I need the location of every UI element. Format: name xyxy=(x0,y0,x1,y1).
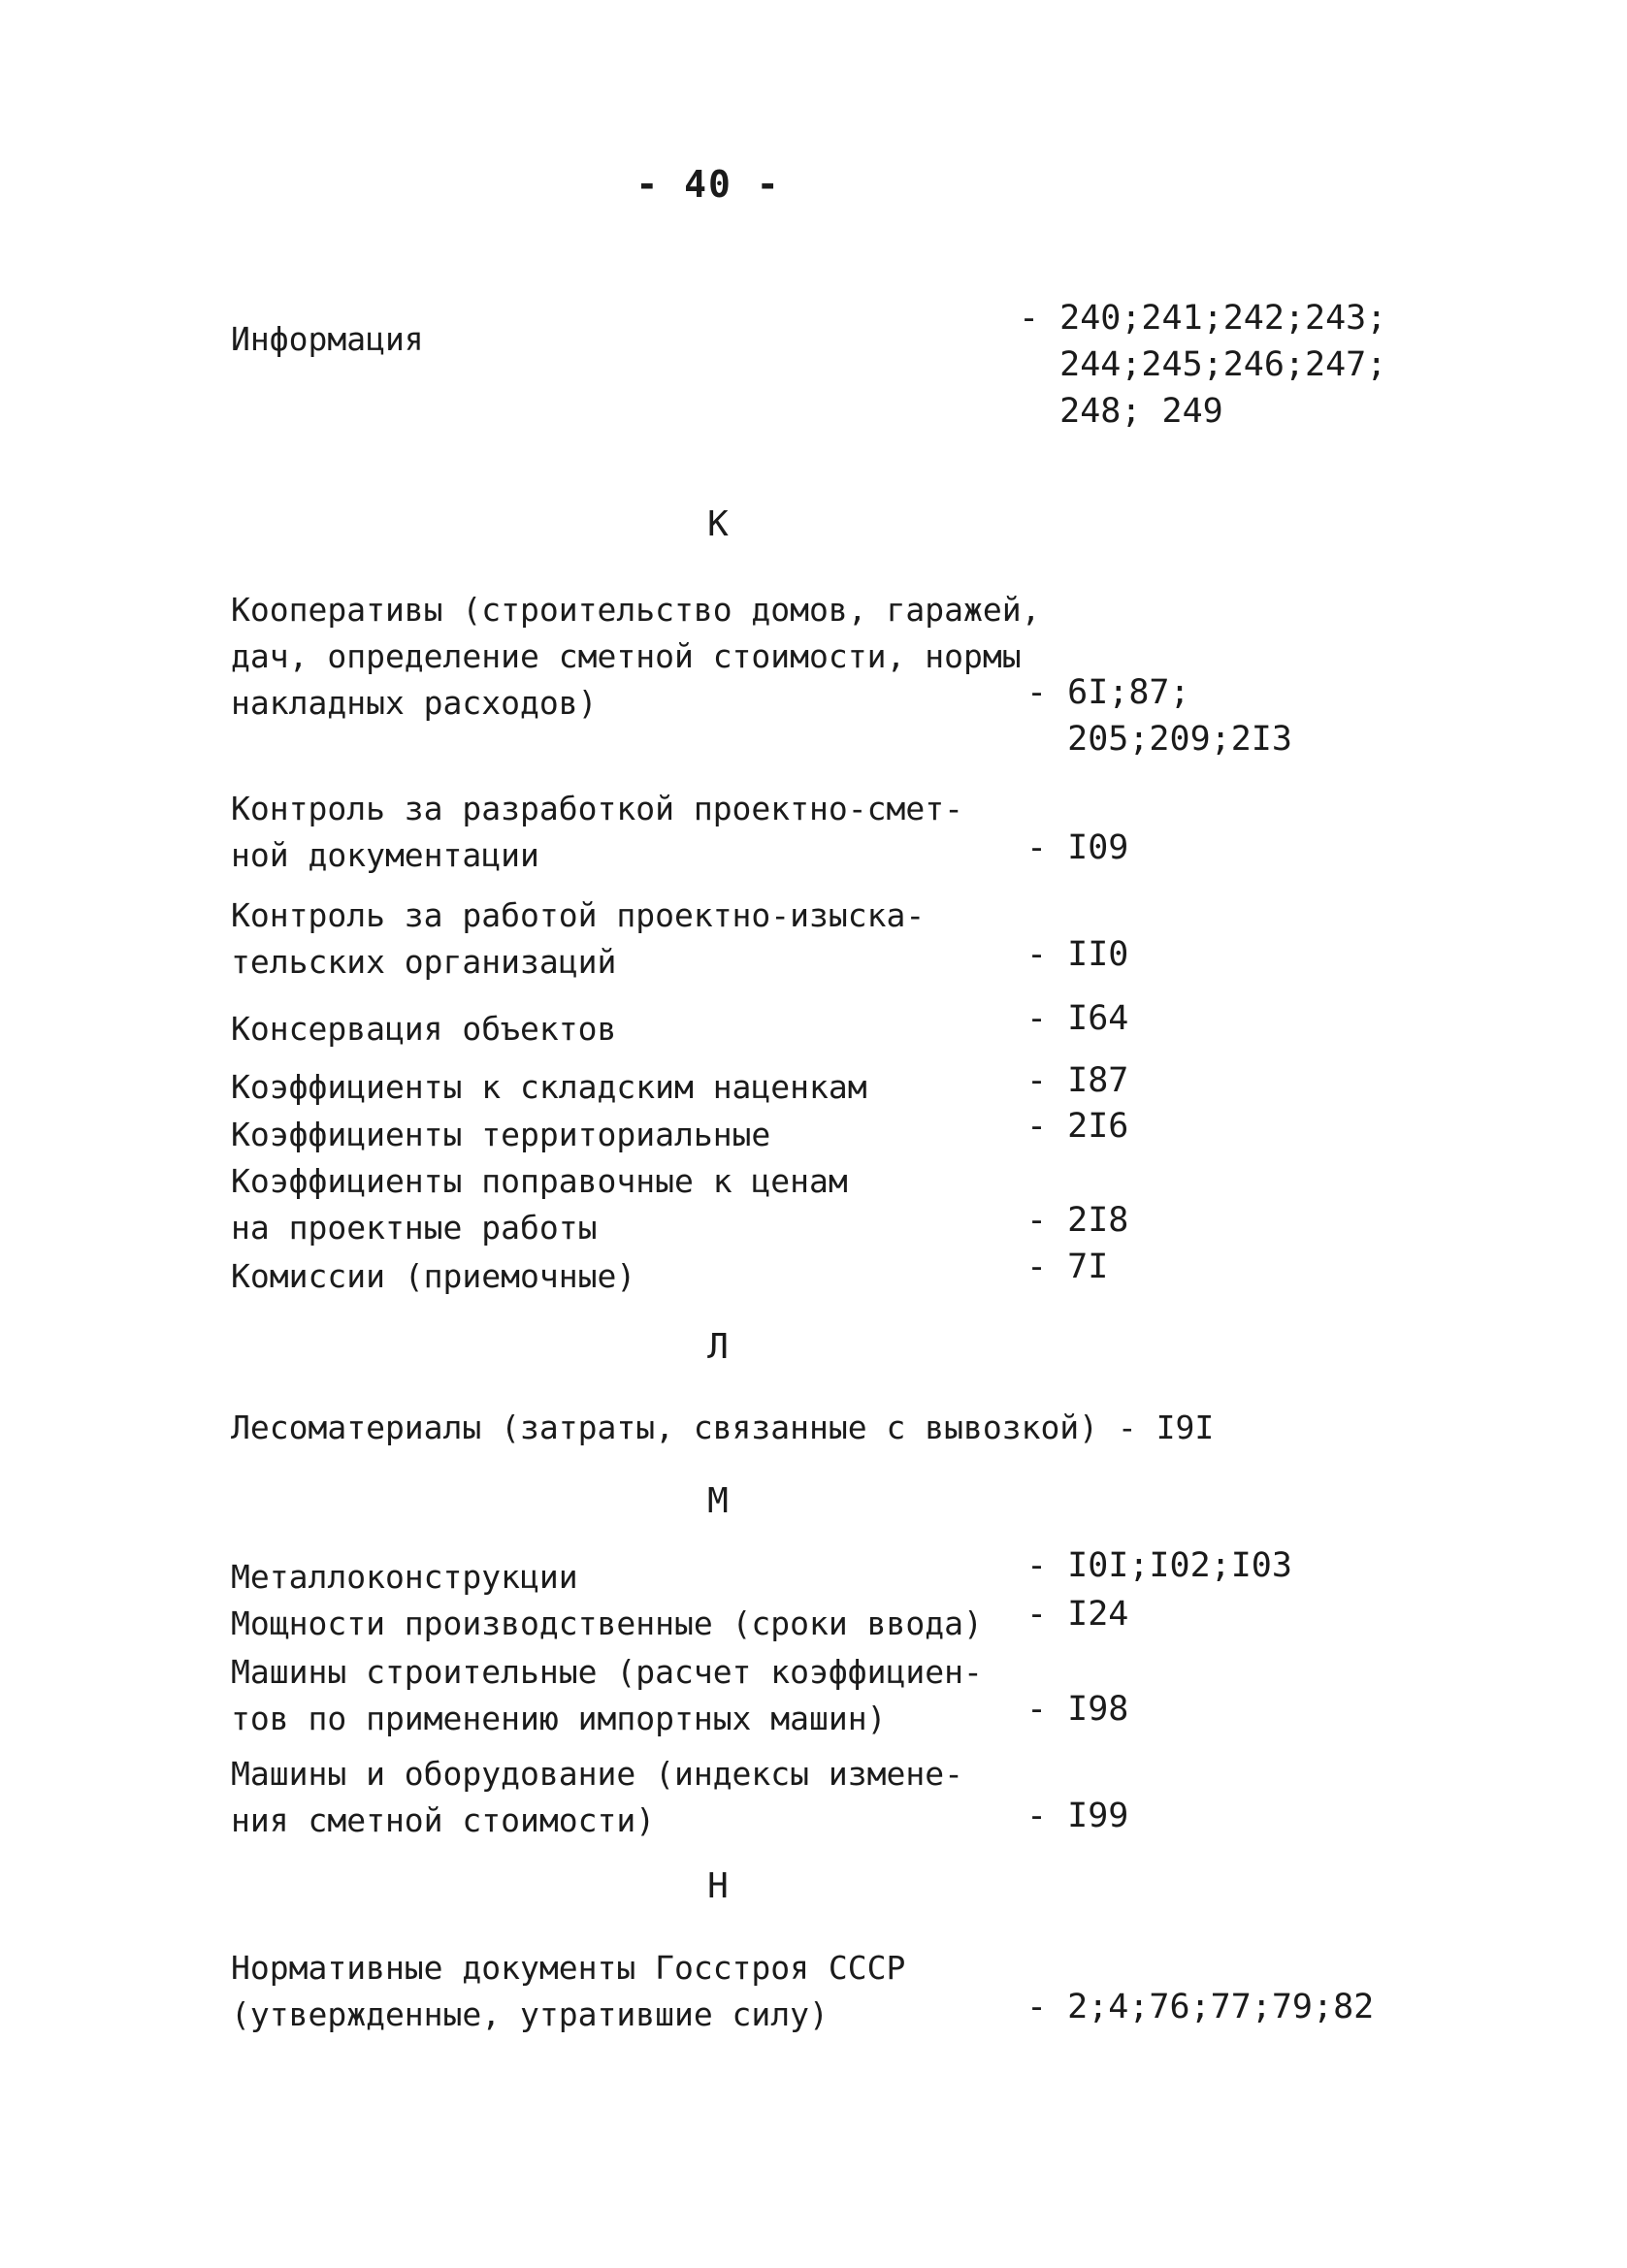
index-ref: - I99 xyxy=(1026,1797,1129,1835)
index-term: Информация xyxy=(231,320,424,358)
index-term: Машины строительные (расчет коэффициен- тов по применению импортных машин) xyxy=(231,1653,983,1737)
index-term: Машины и оборудование (индексы измене- ния сметной стоимости) xyxy=(231,1755,963,1839)
index-term: Мощности производственные (сроки ввода) xyxy=(231,1604,983,1642)
index-ref: - I24 xyxy=(1026,1595,1129,1634)
section-letter-n: Н xyxy=(707,1866,729,1906)
index-ref: - 2I8 xyxy=(1026,1201,1129,1240)
index-ref: - I09 xyxy=(1026,828,1129,867)
index-term: Контроль за работой проектно-изыска- тельских организаций xyxy=(231,896,926,981)
index-term: Контроль за разработкой проектно-смет- ной документации xyxy=(231,790,963,874)
index-term: Коэффициенты к складским наценкам xyxy=(231,1068,867,1106)
index-ref: - 7I xyxy=(1026,1247,1109,1286)
index-ref: - I64 xyxy=(1026,999,1129,1038)
index-ref: - I87 xyxy=(1026,1061,1129,1100)
index-ref: - I0I;I02;I03 xyxy=(1026,1546,1292,1585)
index-ref: - 240;241;242;243; 244;245;246;247; 248; 249 xyxy=(1019,299,1387,431)
index-term: Консервация объектов xyxy=(231,1010,617,1048)
index-term: Комиссии (приемочные) xyxy=(231,1257,636,1295)
index-ref: - 6I;87; 205;209;2I3 xyxy=(1026,673,1292,759)
index-ref: - 2;4;76;77;79;82 xyxy=(1026,1988,1375,2026)
index-term: Лесоматериалы (затраты, связанные с вывозкой) - I9I xyxy=(231,1409,1215,1446)
index-ref: - 2I6 xyxy=(1026,1107,1129,1146)
index-term: Коэффициенты территориальные xyxy=(231,1116,771,1153)
index-term: Нормативные документы Госстроя СССР (утвержденные, утратившие силу) xyxy=(231,1949,906,2033)
index-ref: - II0 xyxy=(1026,935,1129,974)
section-letter-m: М xyxy=(707,1481,729,1521)
index-term: Коэффициенты поправочные к ценам на проектные работы xyxy=(231,1162,848,1247)
section-letter-k: К xyxy=(707,504,729,544)
index-ref: - I98 xyxy=(1026,1690,1129,1729)
index-term: Металлоконструкции xyxy=(231,1558,578,1596)
index-term: Кооперативы (строительство домов, гаражей, дач, определение сметной стоимости, нормы накладных расходов) xyxy=(231,591,1041,722)
page-number: - 40 - xyxy=(635,163,781,206)
section-letter-l: Л xyxy=(707,1327,729,1367)
